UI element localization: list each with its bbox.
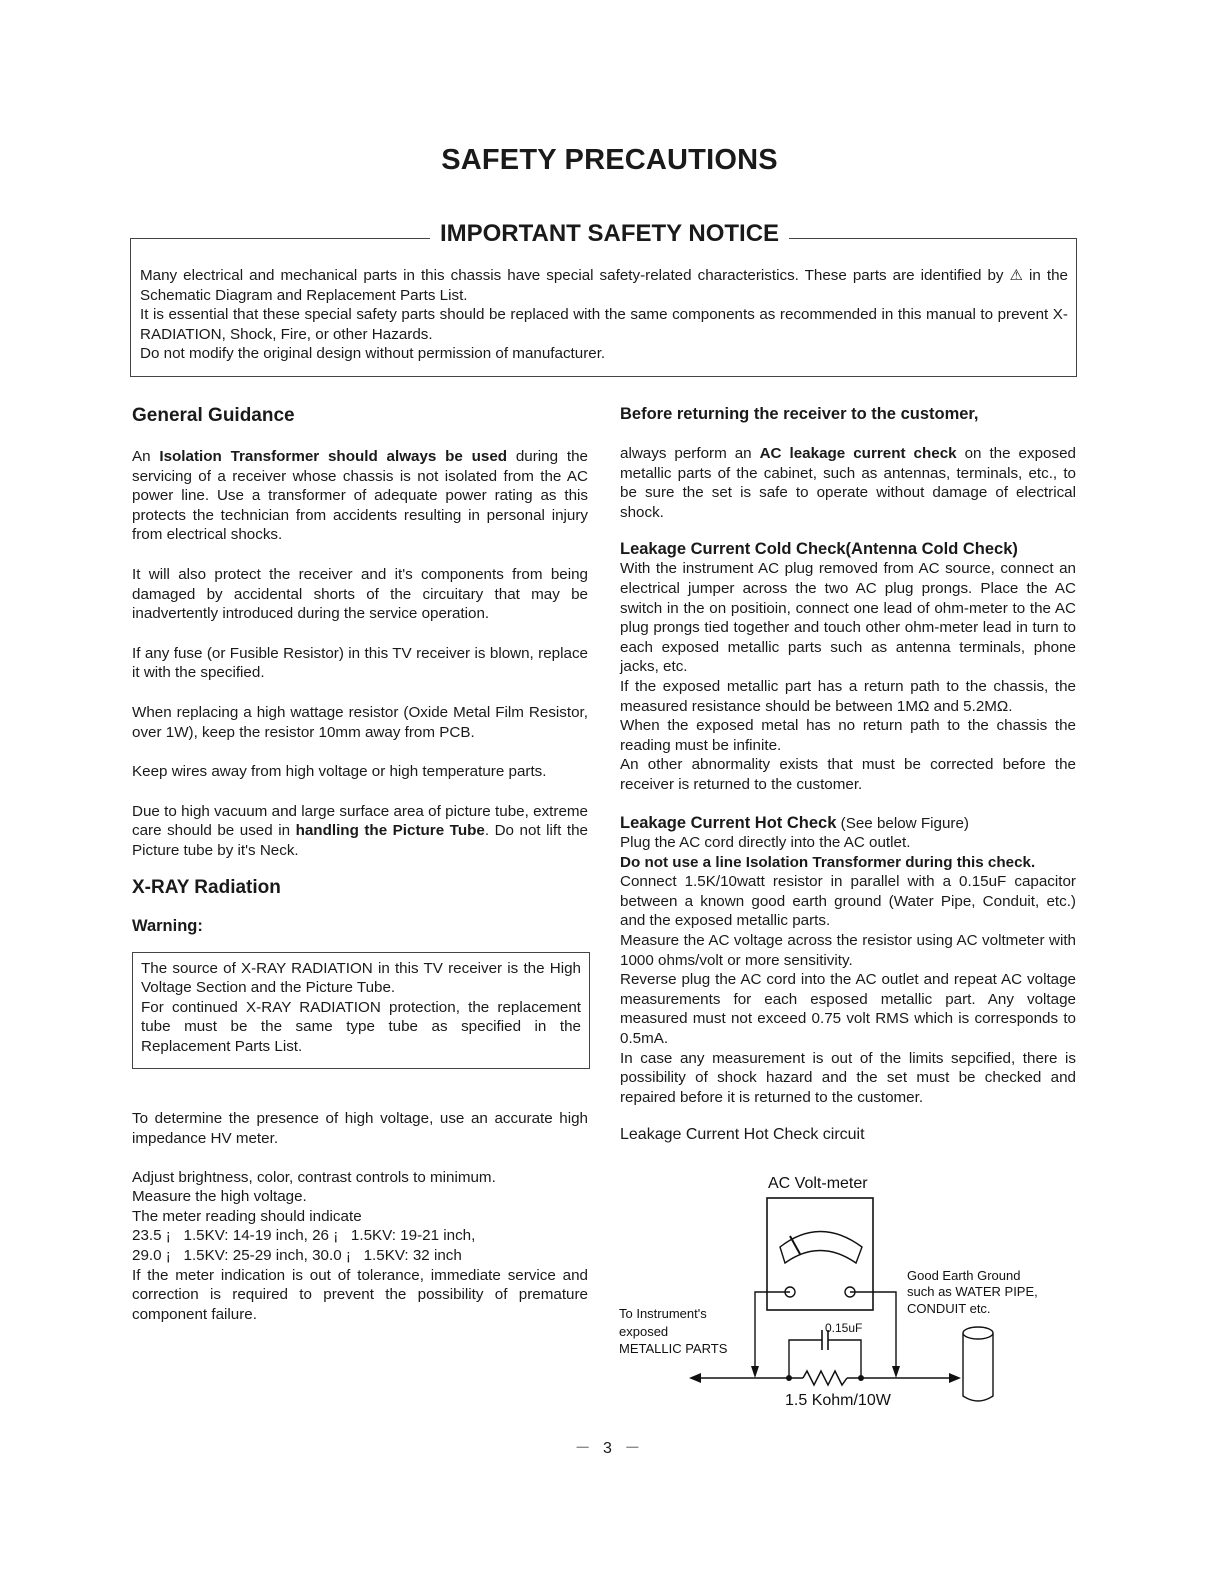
- water-pipe-icon: [963, 1327, 993, 1401]
- hot-check-text-1: Plug the AC cord directly into the AC outlet.: [620, 834, 911, 852]
- warning-heading: Warning:: [132, 916, 203, 935]
- notice-line-1: [140, 266, 1068, 305]
- meter-scale: [780, 1232, 862, 1264]
- hv-line-c: The meter reading should indicate: [132, 1207, 362, 1225]
- r1-bold: AC leakage current check: [759, 445, 957, 462]
- before-returning-heading: Before returning the receiver to the customer,: [620, 405, 979, 423]
- r1-pre: always perform an: [620, 445, 752, 462]
- ground-label-2: such as WATER PIPE,: [907, 1284, 1038, 1299]
- general-guidance-heading: General Guidance: [132, 405, 295, 426]
- p6-pre: Due to high vacuum and large surface area of picture tube, extreme care should be used in: [132, 802, 588, 840]
- circuit-caption: Leakage Current Hot Check circuit: [620, 1126, 865, 1144]
- hv-line-d: 23.5 ¡ 1.5KV: 14-19 inch, 26 ¡ 1.5KV: 19-21 inch,: [132, 1227, 476, 1245]
- p1-post: during the servicing of a receiver whose chassis is not isolated from the AC power line. Use a transformer of adequate power rating as this protects the technician from accidents resulting in personal injury from electrical shocks.: [132, 448, 588, 544]
- hot-check-text-6: In case any measurement is out of the limits sepcified, there is possibility of shock hazard and the set must be checked and repaired before it is returned to the customer.: [620, 1049, 1076, 1106]
- arrow-instrument: [689, 1373, 701, 1383]
- warning-text-1: The source of X-RAY RADIATION in this TV receiver is the High Voltage Section and the Picture Tube.: [141, 959, 581, 997]
- guidance-paragraph-2: It will also protect the receiver and it's components from being damaged by accidental shorts of the circuitary that may be inadvertently introduced during the service operation.: [132, 565, 588, 623]
- guidance-paragraph-4: When replacing a high wattage resistor (Oxide Metal Film Resistor, over 1W), keep the resistor 10mm away from PCB.: [132, 703, 588, 741]
- instrument-label-2: exposed: [619, 1324, 669, 1339]
- hv-line-b: Measure the high voltage.: [132, 1188, 307, 1206]
- p6-bold: handling the Picture Tube: [295, 822, 485, 840]
- hot-check-text-3: Connect 1.5K/10watt resistor in parallel with a 0.15uF capacitor between a known good earth ground (Water Pipe, Conduit, etc.) and the exposed metallic parts.: [620, 873, 1076, 930]
- left-column: [132, 405, 588, 1324]
- p1-pre: An: [132, 448, 151, 465]
- xray-warning-box: [132, 952, 590, 1070]
- cold-check-text-2: If the exposed metallic part has a return path to the chassis, the measured resistance should be between 1MΩ and 5.2MΩ.: [620, 677, 1076, 715]
- hot-check-heading: Leakage Current Hot Check: [620, 813, 837, 832]
- notice-heading: [0, 220, 1219, 248]
- resistor-label: 1.5 Kohm/10W: [785, 1392, 891, 1409]
- hot-check-title: [620, 814, 1076, 834]
- ac-leakage-paragraph: [620, 444, 1076, 522]
- p6-post: . Do not lift the Picture tube by it's Neck.: [132, 822, 588, 859]
- notice-body: [140, 266, 1068, 364]
- guidance-paragraph-1: [132, 447, 588, 545]
- meter-label: AC Volt-meter: [768, 1175, 868, 1192]
- guidance-paragraph-6: [132, 802, 588, 861]
- instrument-label-3: METALLIC PARTS: [619, 1341, 728, 1356]
- hv-line-f: If the meter indication is out of tolerance, immediate service and correction is required to prevent the possibility of premature component failure.: [132, 1266, 588, 1323]
- notice-heading-text: IMPORTANT SAFETY NOTICE: [430, 220, 789, 247]
- hv-paragraph-1: To determine the presence of high voltage, use an accurate high impedance HV meter.: [132, 1110, 588, 1148]
- cold-check-text-1: With the instrument AC plug removed from AC source, connect an electrical jumper across the two AC plug prongs. Place the AC switch in the on positioin, connect one lead of ohm-meter to the AC plug prongs tied together and touch other ohm-meter lead in turn to each exposed metallic parts such as antenna terminals, phone jacks, etc.: [620, 560, 1076, 676]
- right-column: [620, 405, 1076, 1145]
- guidance-paragraph-3: If any fuse (or Fusible Resistor) in this TV receiver is blown, replace it with the specified.: [132, 644, 588, 682]
- page-number: － 3 －: [574, 1440, 645, 1457]
- hv-line-a: Adjust brightness, color, contrast controls to minimum.: [132, 1168, 496, 1186]
- leakage-circuit-diagram: [615, 1168, 1085, 1418]
- ground-label-1: Good Earth Ground: [907, 1268, 1021, 1283]
- hv-paragraph-2: [132, 1168, 588, 1325]
- hot-check-warning: Do not use a line Isolation Transformer during this check.: [620, 853, 1036, 871]
- warning-text-2: For continued X-RAY RADIATION protection, the replacement tube must be the same type tube as specified in the Replacement Parts List.: [141, 998, 581, 1055]
- guidance-paragraph-5: Keep wires away from high voltage or high temperature parts.: [132, 763, 547, 781]
- notice-line-2: It is essential that these special safety parts should be replaced with the same components as recommended in this manual to prevent X-RADIATION, Shock, Fire, or other Hazards.: [140, 306, 1068, 343]
- hv-line-e: 29.0 ¡ 1.5KV: 25-29 inch, 30.0 ¡ 1.5KV: 32 inch: [132, 1247, 462, 1265]
- wire-left: [755, 1292, 790, 1373]
- arrow-right-down: [892, 1366, 900, 1378]
- notice-line-3: Do not modify the original design without permission of manufacturer.: [140, 345, 606, 363]
- meter-needle: [790, 1236, 800, 1254]
- hot-check-text-5: Reverse plug the AC cord into the AC outlet and repeat AC voltage measurements for each esposed metallic part. Any voltage measured must not exceed 0.75 volt RMS which is corresponds to 0.5mA.: [620, 971, 1076, 1048]
- instrument-label-1: To Instrument's: [619, 1306, 707, 1321]
- capacitor-label: 0.15uF: [825, 1321, 863, 1335]
- cold-check-text-3: When the exposed metal has no return path to the chassis the reading must be infinite.: [620, 717, 1076, 754]
- cold-check-heading: Leakage Current Cold Check(Antenna Cold Check): [620, 540, 1018, 559]
- hot-check-text-2: [620, 853, 1076, 873]
- p1-bold: Isolation Transformer should always be used: [159, 448, 508, 465]
- page-title: SAFETY PRECAUTIONS: [441, 144, 778, 176]
- arrow-ground: [949, 1373, 961, 1383]
- ground-label-3: CONDUIT etc.: [907, 1301, 991, 1316]
- arrow-left-down: [751, 1366, 759, 1378]
- notice-line-1a: Many electrical and mechanical parts in this chassis have special safety-related characteristics. These parts are identified by: [140, 267, 1004, 284]
- xray-heading: X-RAY Radiation: [132, 876, 281, 898]
- notice-line-1b: in the Schematic Diagram and Replacement Parts List.: [140, 267, 1068, 304]
- cold-check-text-4: An other abnormality exists that must be corrected before the receiver is returned to the customer.: [620, 756, 1076, 793]
- hot-check-note: (See below Figure): [840, 814, 969, 832]
- r1-post: on the exposed metallic parts of the cabinet, such as antennas, terminals, etc., to be sure the set is safe to operate without damage of electrical shock.: [620, 445, 1076, 521]
- warning-triangle-icon: ⚠: [1009, 267, 1023, 284]
- hot-check-text-4: Measure the AC voltage across the resistor using AC voltmeter with 1000 ohms/volt or more sensitivity.: [620, 932, 1076, 969]
